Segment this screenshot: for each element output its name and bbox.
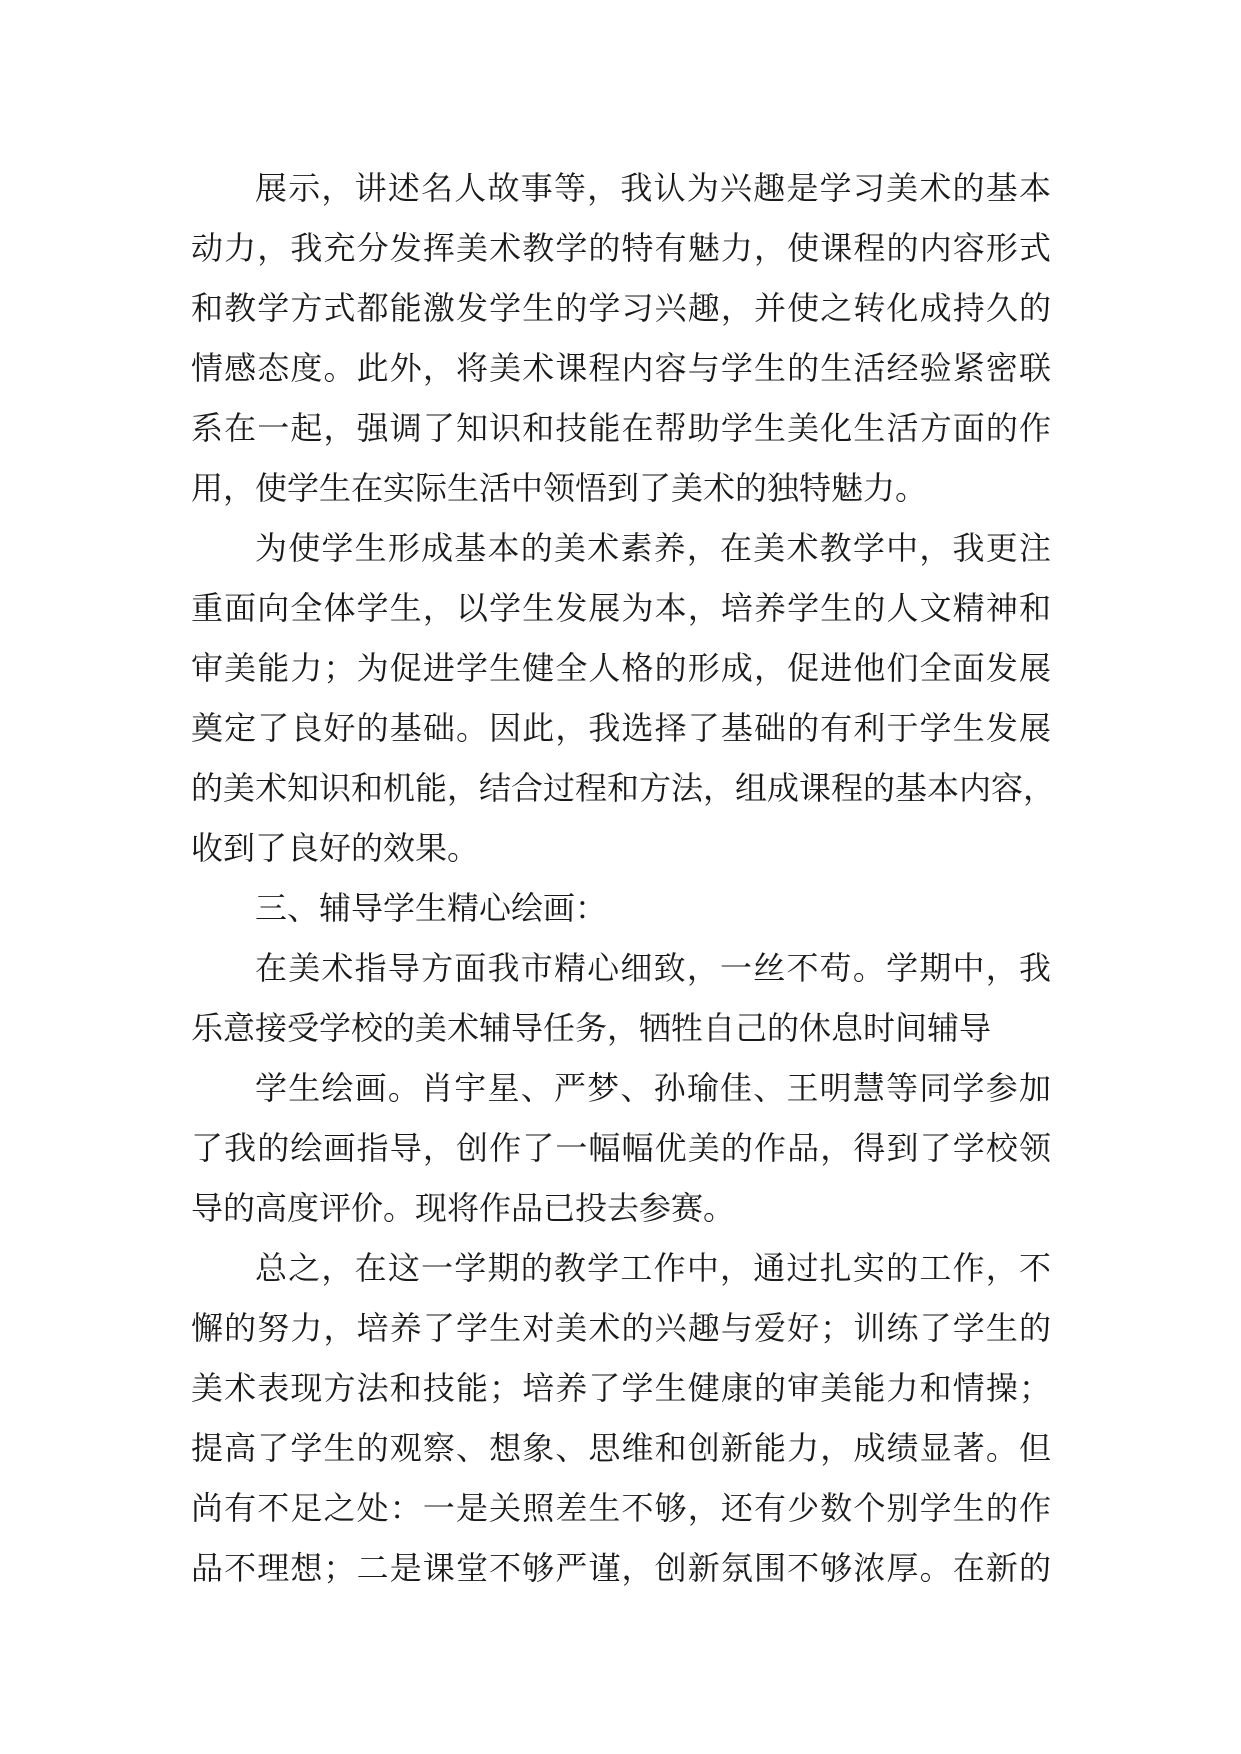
text-line: 系在一起，强调了知识和技能在帮助学生美化生活方面的作 (191, 409, 1051, 447)
text-line: 情感态度。此外，将美术课程内容与学生的生活经验紧密联 (191, 349, 1051, 387)
text-line: 在美术指导方面我市精心细致，一丝不苟。学期中，我 (255, 949, 1051, 987)
text-line: 三、辅导学生精心绘画： (255, 889, 608, 927)
document-body (191, 158, 1056, 1598)
text-line: 提高了学生的观察、想象、思维和创新能力，成绩显著。但 (191, 1429, 1051, 1467)
text-line: 为使学生形成基本的美术素养，在美术教学中，我更注 (255, 529, 1051, 567)
text-line: 动力，我充分发挥美术教学的特有魅力，使课程的内容形式 (191, 229, 1051, 267)
text-line: 用，使学生在实际生活中领悟到了美术的独特魅力。 (191, 469, 928, 507)
text-line: 了我的绘画指导，创作了一幅幅优美的作品，得到了学校领 (191, 1129, 1051, 1167)
text-line: 审美能力；为促进学生健全人格的形成，促进他们全面发展 (191, 649, 1051, 687)
text-line: 重面向全体学生，以学生发展为本，培养学生的人文精神和 (191, 589, 1051, 627)
text-line: 展示，讲述名人故事等，我认为兴趣是学习美术的基本 (255, 169, 1051, 207)
text-line: 和教学方式都能激发学生的学习兴趣，并使之转化成持久的 (191, 289, 1051, 327)
text-line: 美术表现方法和技能；培养了学生健康的审美能力和情操； (191, 1369, 1051, 1407)
text-line: 的美术知识和机能，结合过程和方法，组成课程的基本内容， (191, 769, 1056, 807)
text-line: 总之，在这一学期的教学工作中，通过扎实的工作，不 (255, 1249, 1051, 1287)
text-line: 导的高度评价。现将作品已投去参赛。 (191, 1189, 736, 1227)
text-line: 学生绘画。肖宇星、严梦、孙瑜佳、王明慧等同学参加 (255, 1069, 1051, 1107)
text-line: 乐意接受学校的美术辅导任务，牺牲自己的休息时间辅导 (191, 1009, 992, 1047)
text-line: 收到了良好的效果。 (191, 829, 480, 867)
text-line: 奠定了良好的基础。因此，我选择了基础的有利于学生发展 (191, 709, 1051, 747)
text-line: 懈的努力，培养了学生对美术的兴趣与爱好；训练了学生的 (191, 1309, 1051, 1347)
text-line: 尚有不足之处：一是关照差生不够，还有少数个别学生的作 (191, 1489, 1051, 1527)
text-line: 品不理想；二是课堂不够严谨，创新氛围不够浓厚。在新的 (191, 1549, 1051, 1587)
